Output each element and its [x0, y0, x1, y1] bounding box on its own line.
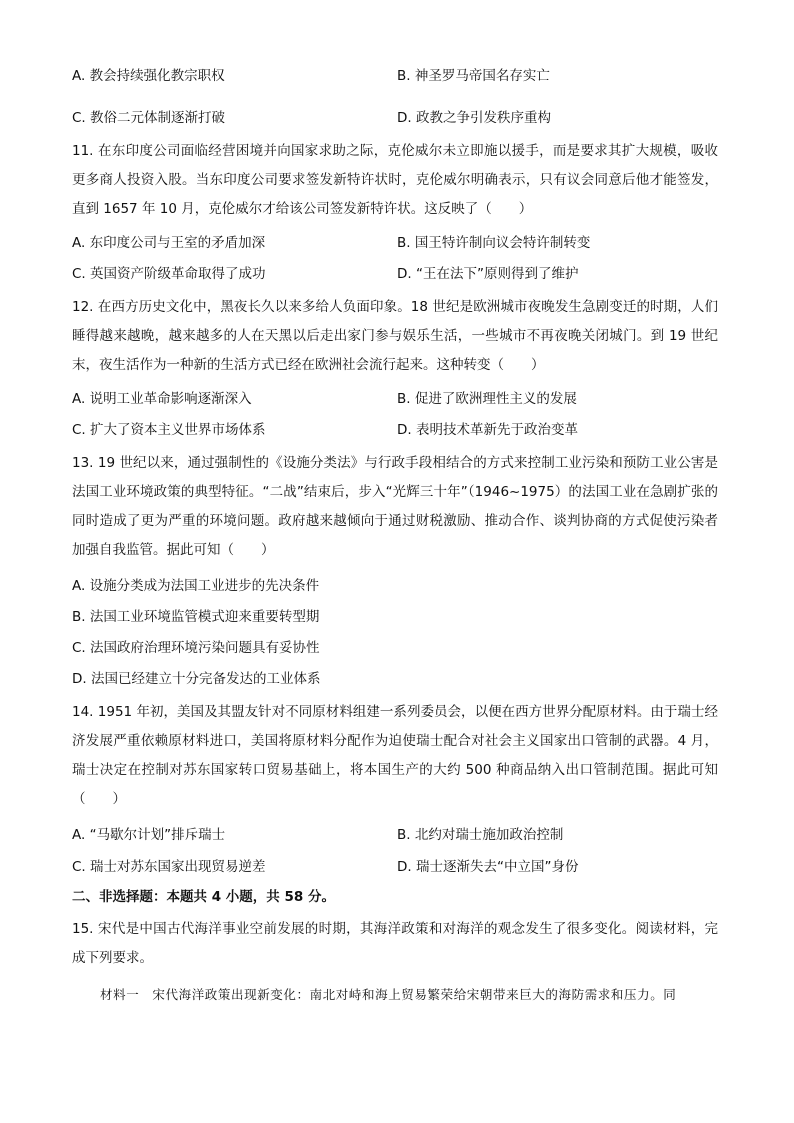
q15-stem: 15. 宋代是中国古代海洋事业空前发展的时期，其海洋政策和对海洋的观念发生了很多变化。阅读材料，完成下列要求。	[72, 921, 718, 966]
q11-option-c: C. 英国资产阶级革命取得了成功	[72, 266, 266, 282]
q14-option-a: A. “马歇尔计划”排斥瑞士	[72, 827, 226, 843]
q11-stem: 11. 在东印度公司面临经营困境并向国家求助之际，克伦威尔未立即施以援手，而是要求其扩大规模，吸收更多商人投资入股。当东印度公司要求签发新特许状时，克伦威尔明确表示，只有议会同意后他才能签发，直到 1657 年 10 月，克伦威尔才给该公司签发新特许状。这反映了（ ）	[72, 143, 718, 217]
q12-option-d: D. 表明技术革新先于政治变革	[397, 422, 578, 438]
q14-option-c: C. 瑞士对苏东国家出现贸易逆差	[72, 859, 266, 875]
section-heading: 二、非选择题：本题共 4 小题，共 58 分。	[72, 889, 335, 905]
q12-option-c: C. 扩大了资本主义世界市场体系	[72, 422, 266, 438]
q13-option-b: B. 法国工业环境监管模式迎来重要转型期	[72, 609, 320, 625]
q10-option-b: B. 神圣罗马帝国名存实亡	[397, 68, 550, 84]
q12-stem: 12. 在西方历史文化中，黑夜长久以来多给人负面印象。18 世纪是欧洲城市夜晚发生急剧变迁的时期，人们睡得越来越晚，越来越多的人在天黑以后走出家门参与娱乐生活，一些城市不再夜晚关闭城门。到 19 世纪末，夜生活作为一种新的生活方式已经在欧洲社会流行起来。这种转变（ ）	[72, 299, 718, 373]
q10-option-d: D. 政教之争引发秩序重构	[397, 110, 551, 126]
q10-option-a: A. 教会持续强化教宗职权	[72, 68, 225, 84]
q12-option-a: A. 说明工业革命影响逐渐深入	[72, 391, 252, 407]
q13-option-d: D. 法国已经建立十分完备发达的工业体系	[72, 671, 321, 687]
q15-material-1: 材料一 宋代海洋政策出现新变化：南北对峙和海上贸易繁荣给宋朝带来巨大的海防需求和压力。同	[100, 987, 677, 1002]
q14-option-b: B. 北约对瑞士施加政治控制	[397, 827, 564, 843]
q13-stem: 13. 19 世纪以来，通过强制性的《设施分类法》与行政手段相结合的方式来控制工业污染和预防工业公害是法国工业环境政策的典型特征。“二战”结束后，步入“光辉三十年”（1946~1975）的法国工业在急剧扩张的同时造成了更为严重的环境问题。政府越来越倾向于通过财税激励、推动合作、谈判协商的方式促使污染者加强自我监管。据此可知（ ）	[72, 455, 718, 558]
q10-option-c: C. 教俗二元体制逐渐打破	[72, 110, 226, 126]
q11-option-b: B. 国王特许制向议会特许制转变	[397, 235, 591, 251]
q14-stem: 14. 1951 年初，美国及其盟友针对不同原材料组建一系列委员会，以便在西方世界分配原材料。由于瑞士经济发展严重依赖原材料进口，美国将原材料分配作为迫使瑞士配合对社会主义国家出口管制的武器。4 月，瑞士决定在控制对苏东国家转口贸易基础上，将本国生产的大约 500 种商品纳入出口管制范围。据此可知（ ）	[72, 704, 718, 807]
q12-option-b: B. 促进了欧洲理性主义的发展	[397, 391, 577, 407]
q13-option-a: A. 设施分类成为法国工业进步的先决条件	[72, 578, 320, 594]
q14-option-d: D. 瑞士逐渐失去“中立国”身份	[397, 859, 579, 875]
q13-option-c: C. 法国政府治理环境污染问题具有妥协性	[72, 640, 320, 656]
q11-option-a: A. 东印度公司与王室的矛盾加深	[72, 235, 266, 251]
q11-option-d: D. “王在法下”原则得到了维护	[397, 266, 579, 282]
